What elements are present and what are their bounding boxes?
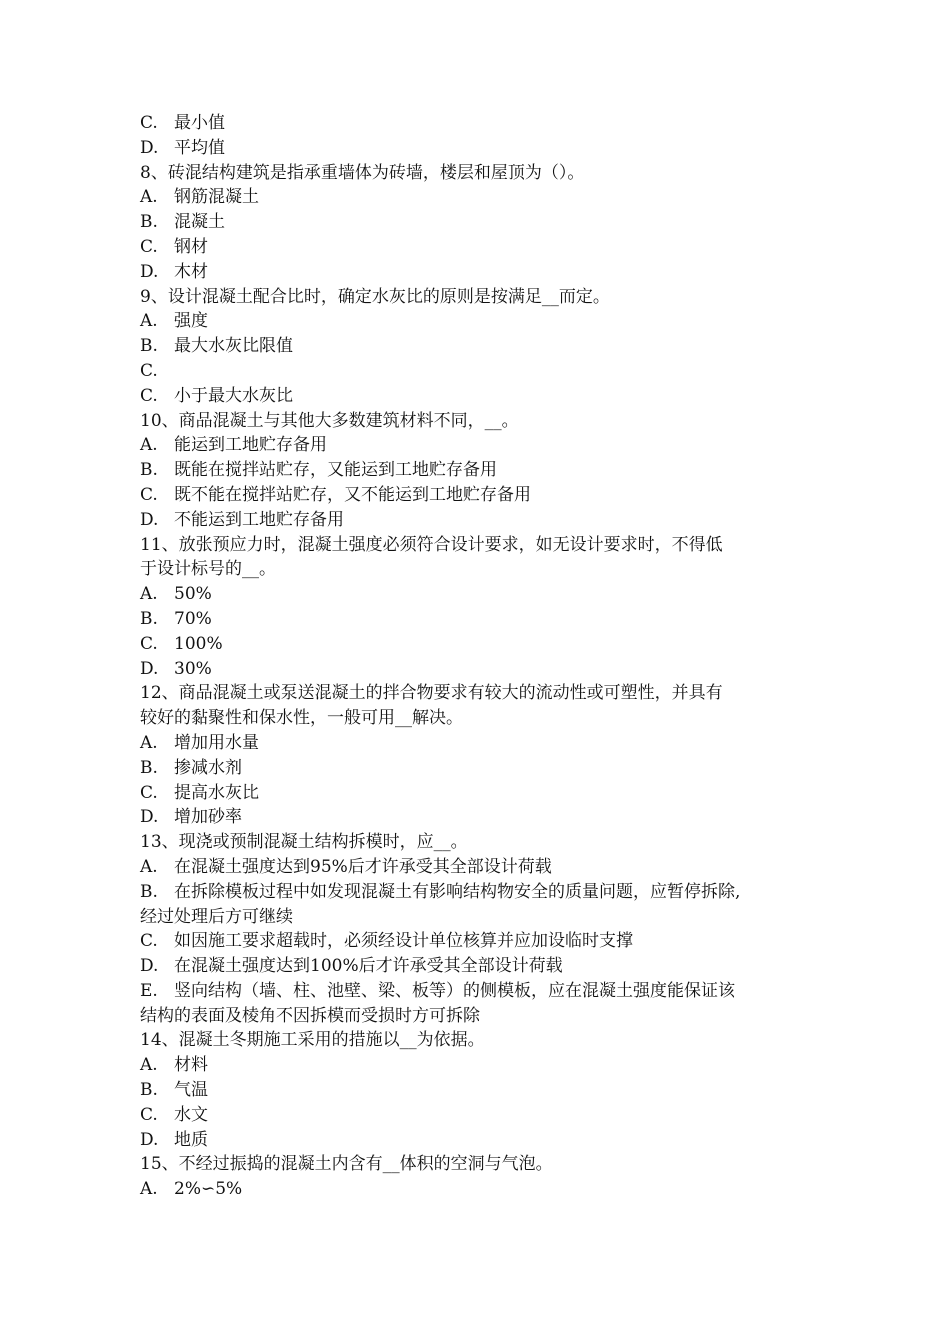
option-letter: B. (140, 757, 158, 778)
option-letter: A. (140, 1055, 158, 1076)
option-text: 在混凝土强度达到95%后才许承受其全部设计荷载 (174, 856, 552, 877)
option-letter: B. (140, 1080, 158, 1101)
answer-option (140, 756, 820, 781)
answer-option (140, 210, 820, 235)
answer-option (140, 954, 820, 979)
answer-option (140, 185, 820, 210)
option-letter: B. (140, 460, 158, 481)
answer-option (140, 880, 820, 905)
option-text: 木材 (174, 261, 208, 282)
option-letter: B. (140, 212, 158, 233)
answer-option (140, 458, 820, 483)
answer-option (140, 731, 820, 756)
option-text: 平均值 (174, 137, 225, 158)
option-text: 既不能在搅拌站贮存，又不能运到工地贮存备用 (174, 484, 531, 505)
option-text: 最大水灰比限值 (174, 336, 293, 357)
option-text: 不能运到工地贮存备用 (174, 509, 344, 530)
option-text: 70% (174, 608, 212, 629)
option-letter: C. (140, 236, 158, 257)
answer-option (140, 582, 820, 607)
answer-option (140, 235, 820, 260)
answer-option (140, 632, 820, 657)
option-letter: A. (140, 435, 158, 456)
option-text: 提高水灰比 (174, 782, 259, 803)
question-text: 14、混凝土冬期施工采用的措施以__为依据。 (140, 1030, 485, 1051)
option-text: 在混凝土强度达到100%后才许承受其全部设计荷载 (174, 956, 563, 977)
option-letter: D. (140, 807, 159, 828)
option-text: 如因施工要求超载时，必须经设计单位核算并应加设临时支撑 (174, 931, 633, 952)
option-text: 强度 (174, 311, 208, 332)
option-text: 钢筋混凝土 (174, 187, 259, 208)
option-text: 混凝土 (174, 212, 225, 233)
option-text: 水文 (174, 1104, 208, 1125)
question-text: 10、商品混凝土与其他大多数建筑材料不同，__。 (140, 410, 519, 431)
option-letter: A. (140, 732, 158, 753)
option-letter: C. (140, 385, 158, 406)
option-letter: D. (140, 137, 159, 158)
question-text: 9、设计混凝土配合比时，确定水灰比的原则是按满足__而定。 (140, 286, 610, 307)
answer-option (140, 1078, 820, 1103)
answer-option (140, 309, 820, 334)
option-letter: B. (140, 608, 158, 629)
answer-option (140, 781, 820, 806)
answer-option (140, 1103, 820, 1128)
answer-option (140, 1053, 820, 1078)
option-letter: C. (140, 633, 158, 654)
option-text: 增加用水量 (174, 732, 259, 753)
option-letter: A. (140, 187, 158, 208)
option-text: 100% (174, 633, 223, 654)
answer-option (140, 1177, 820, 1202)
option-text: 竖向结构（墙、柱、池壁、梁、板等）的侧模板，应在混凝土强度能保证该 (174, 980, 735, 1001)
option-text: 气温 (174, 1080, 208, 1101)
answer-option (140, 855, 820, 880)
document-page (140, 111, 820, 1202)
option-text: 最小值 (174, 113, 225, 133)
answer-option (140, 483, 820, 508)
option-letter: C. (140, 931, 158, 952)
answer-option (140, 359, 820, 384)
answer-option (140, 508, 820, 533)
option-text: 掺减水剂 (174, 757, 242, 778)
option-letter: D. (140, 261, 159, 282)
answer-option (140, 334, 820, 359)
option-text: 在拆除模板过程中如发现混凝土有影响结构物安全的质量问题，应暂停拆除, (174, 881, 741, 902)
question-text: 15、不经过振捣的混凝土内含有__体积的空洞与气泡。 (140, 1154, 553, 1175)
option-letter: C. (140, 484, 158, 505)
question-text: 于设计标号的__。 (140, 559, 276, 580)
option-letter: B. (140, 336, 158, 357)
option-letter: C. (140, 113, 158, 133)
option-letter: A. (140, 311, 158, 332)
answer-option (140, 433, 820, 458)
answer-option (140, 1128, 820, 1153)
option-letter: B. (140, 881, 158, 902)
answer-option (140, 260, 820, 285)
option-text: 小于最大水灰比 (174, 385, 293, 406)
question-text: 经过处理后方可继续 (140, 906, 293, 927)
question-text: 12、商品混凝土或泵送混凝土的拌合物要求有较大的流动性或可塑性，并具有 (140, 683, 723, 704)
answer-option (140, 805, 820, 830)
option-text: 地质 (174, 1129, 208, 1150)
question-text: 较好的黏聚性和保水性，一般可用__解决。 (140, 708, 463, 729)
option-letter: D. (140, 658, 159, 679)
question-text: 13、现浇或预制混凝土结构拆模时，应__。 (140, 832, 468, 853)
answer-option (140, 136, 820, 161)
option-text: 钢材 (174, 236, 208, 257)
option-text: 材料 (174, 1055, 208, 1076)
option-letter: A. (140, 1179, 158, 1200)
option-text: 能运到工地贮存备用 (174, 435, 327, 456)
answer-option (140, 384, 820, 409)
option-letter: C. (140, 782, 158, 803)
question-text: 结构的表面及棱角不因拆模而受损时方可拆除 (140, 1005, 480, 1026)
option-text: 既能在搅拌站贮存，又能运到工地贮存备用 (174, 460, 497, 481)
option-letter: A. (140, 584, 158, 605)
answer-option (140, 979, 820, 1004)
option-text: 2%∽5% (174, 1179, 243, 1200)
answer-option (140, 111, 820, 136)
question-text: 11、放张预应力时，混凝土强度必须符合设计要求，如无设计要求时，不得低 (140, 534, 723, 555)
option-letter: A. (140, 856, 158, 877)
option-letter: C. (140, 360, 158, 381)
option-letter: D. (140, 509, 159, 530)
option-text: 50% (174, 584, 212, 605)
answer-option (140, 657, 820, 682)
option-letter: E. (140, 980, 158, 1001)
option-text: 30% (174, 658, 212, 679)
option-letter: D. (140, 1129, 159, 1150)
question-text: 8、砖混结构建筑是指承重墙体为砖墙，楼层和屋顶为（）。 (140, 162, 585, 183)
answer-option (140, 929, 820, 954)
option-letter: D. (140, 956, 159, 977)
answer-option (140, 607, 820, 632)
option-text: 增加砂率 (174, 807, 242, 828)
option-letter: C. (140, 1104, 158, 1125)
